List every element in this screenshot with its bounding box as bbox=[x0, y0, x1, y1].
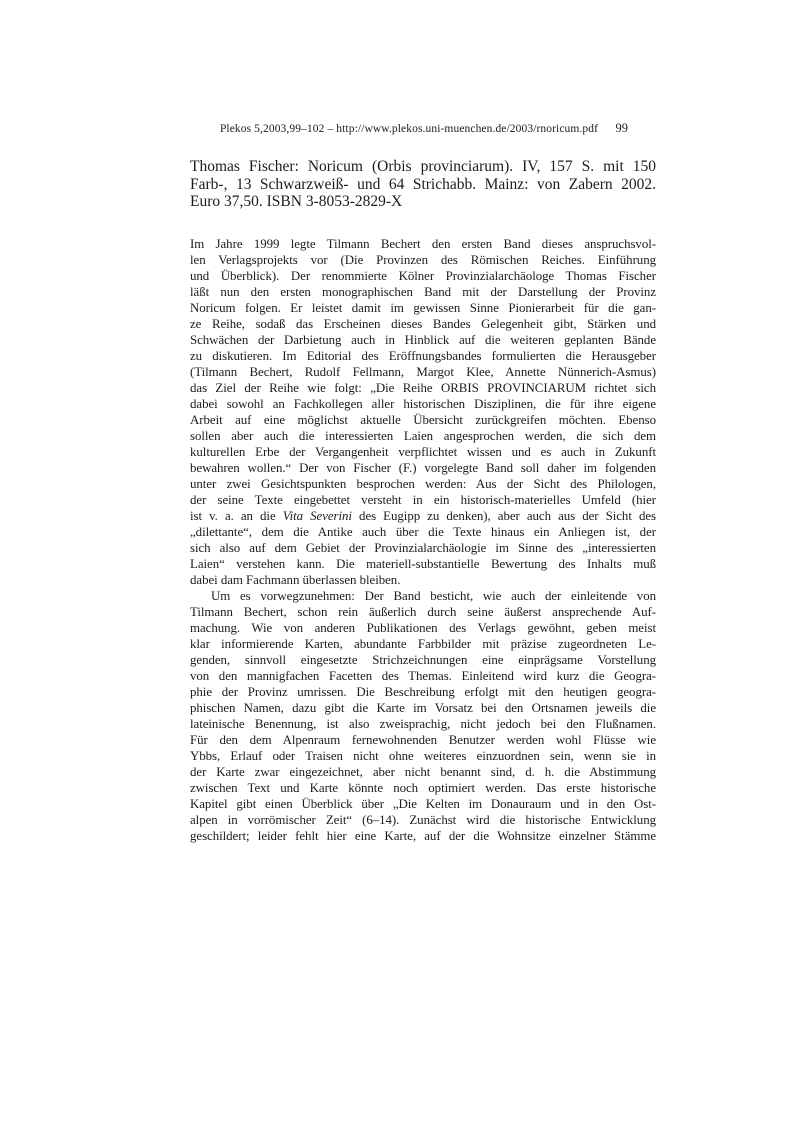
text-line: Im Jahre 1999 legte Tilmann Bechert den ersten Band dieses anspruchsvol- bbox=[190, 237, 656, 251]
text-line bbox=[190, 508, 656, 524]
text-segment: des Eugipp zu denken), aber auch aus der Sicht des bbox=[351, 509, 656, 523]
text-line: läßt nun den ersten monographischen Band mit der Darstellung der Provinz bbox=[190, 285, 656, 299]
text-line: Schwächen der Darbietung auch in Hinblick auf die weiteren geplanten Bände bbox=[190, 333, 656, 347]
text-line: der seine Texte eingebettet versteht in ein historisch-materielles Umfeld (hier bbox=[190, 493, 656, 507]
text-line: von den mannigfachen Facetten des Themas. Einleitend wird kurz die Geogra- bbox=[190, 669, 656, 683]
text-line: phischen Namen, dazu gibt die Karte im Vorsatz bei den Ortsnamen jeweils die bbox=[190, 701, 656, 715]
text-line: Arbeit auf eine möglichst aktuelle Übersicht zurückgreifen möchten. Ebenso bbox=[190, 413, 656, 427]
running-header bbox=[190, 122, 658, 136]
text-line: Noricum folgen. Er leistet damit im gewissen Sinne Pionierarbeit für die gan- bbox=[190, 301, 656, 315]
text-line: klar informierende Karten, abundante Farbbilder mit präzise zugeordneten Le- bbox=[190, 637, 656, 651]
text-line: Laien“ verstehen kann. Die materiell-substantielle Bewertung des Inhalts muß bbox=[190, 557, 656, 571]
text-line: „dilettante“, dem die Antike auch über die Texte hinaus ein Anliegen ist, der bbox=[190, 525, 656, 539]
text-line: ze Reihe, sodaß das Erscheinen dieses Bandes Gelegenheit gibt, Stärken und bbox=[190, 317, 656, 331]
text-line: Thomas Fischer: Noricum (Orbis provinciarum). IV, 157 S. mit 150 bbox=[190, 158, 656, 175]
text-line: der Karte zwar eingezeichnet, aber nicht benannt sind, d. h. die Abstimmung bbox=[190, 765, 656, 779]
text-line: Kapitel gibt einen Überblick über „Die Kelten im Donauraum und in den Ost- bbox=[190, 797, 656, 811]
text-line: kulturellen Erbe der Vergangenheit verpflichtet wissen und es auch in Zukunft bbox=[190, 445, 656, 459]
text-line: sich also auf dem Gebiet der Provinzialarchäologie im Sinne des „interessierten bbox=[190, 541, 656, 555]
text-line: bewahren wollen.“ Der von Fischer (F.) vorgelegte Band soll daher im folgenden bbox=[190, 461, 656, 475]
text-line: phie der Provinz umrissen. Die Beschreibung erfolgt mit den heutigen geogra- bbox=[190, 685, 656, 699]
text-line: Um es vorwegzunehmen: Der Band besticht, wie auch der einleitende von bbox=[211, 589, 656, 603]
text-line: und Überblick). Der renommierte Kölner Provinzialarchäologe Thomas Fischer bbox=[190, 269, 656, 283]
text-line: Euro 37,50. ISBN 3-8053-2829-X bbox=[190, 193, 403, 210]
text-line: unter zwei Gesichtspunkten besprochen werden: Aus der Sicht des Philologen, bbox=[190, 477, 656, 491]
text-line: alpen in vorrömischer Zeit“ (6–14). Zunächst wird die historische Entwicklung bbox=[190, 813, 656, 827]
text-line: Für den dem Alpenraum fernewohnenden Benutzer werden wohl Flüsse wie bbox=[190, 733, 656, 747]
text-line: machung. Wie von anderen Publikationen des Verlags gewöhnt, geben meist bbox=[190, 621, 656, 635]
text-line: sollen aber auch die interessierten Laien angesprochen werden, die sich dem bbox=[190, 429, 656, 443]
text-line: genden, sinnvoll eingesetzte Strichzeichnungen eine einprägsame Vorstellung bbox=[190, 653, 656, 667]
text-line: (Tilmann Bechert, Rudolf Fellmann, Margot Klee, Annette Nünnerich-Asmus) bbox=[190, 365, 656, 379]
text-line: dabei dam Fachmann überlassen bleiben. bbox=[190, 573, 401, 587]
text-line: geschildert; leider fehlt hier eine Karte, auf der die Wohnsitze einzelner Stämme bbox=[190, 829, 656, 843]
cited-work-title: Vita Severini bbox=[282, 509, 352, 523]
review-body bbox=[190, 236, 656, 844]
review-title bbox=[190, 158, 656, 211]
page-number: 99 bbox=[615, 121, 628, 135]
text-segment: ist v. a. an die bbox=[190, 509, 283, 523]
text-line: dabei sowohl an Fachkollegen aller historischen Disziplinen, die für ihre eigene bbox=[190, 397, 656, 411]
text-line: zu diskutieren. Im Editorial des Eröffnungsbandes formulierten die Herausgeber bbox=[190, 349, 656, 363]
text-line: Ybbs, Erlauf oder Traisen nicht ohne weiteres einzuordnen sein, wenn sie in bbox=[190, 749, 656, 763]
text-line: Tilmann Bechert, schon rein äußerlich durch seine äußerst ansprechende Auf- bbox=[190, 605, 656, 619]
text-line: zwischen Text und Karte könnte noch optimiert werden. Das erste historische bbox=[190, 781, 656, 795]
text-line: das Ziel der Reihe wie folgt: „Die Reihe ORBIS PROVINCIARUM richtet sich bbox=[190, 381, 656, 395]
text-line: len Verlagsprojekts vor (Die Provinzen des Römischen Reiches. Einführung bbox=[190, 253, 656, 267]
text-line: Farb-, 13 Schwarzweiß- und 64 Strichabb. Mainz: von Zabern 2002. bbox=[190, 175, 656, 193]
text-line: lateinische Benennung, ist also zweisprachig, nicht jedoch bei den Flußnamen. bbox=[190, 717, 656, 731]
header-citation: Plekos 5,2003,99–102 – http://www.plekos.uni-muenchen.de/2003/rnoricum.pdf bbox=[219, 123, 599, 135]
